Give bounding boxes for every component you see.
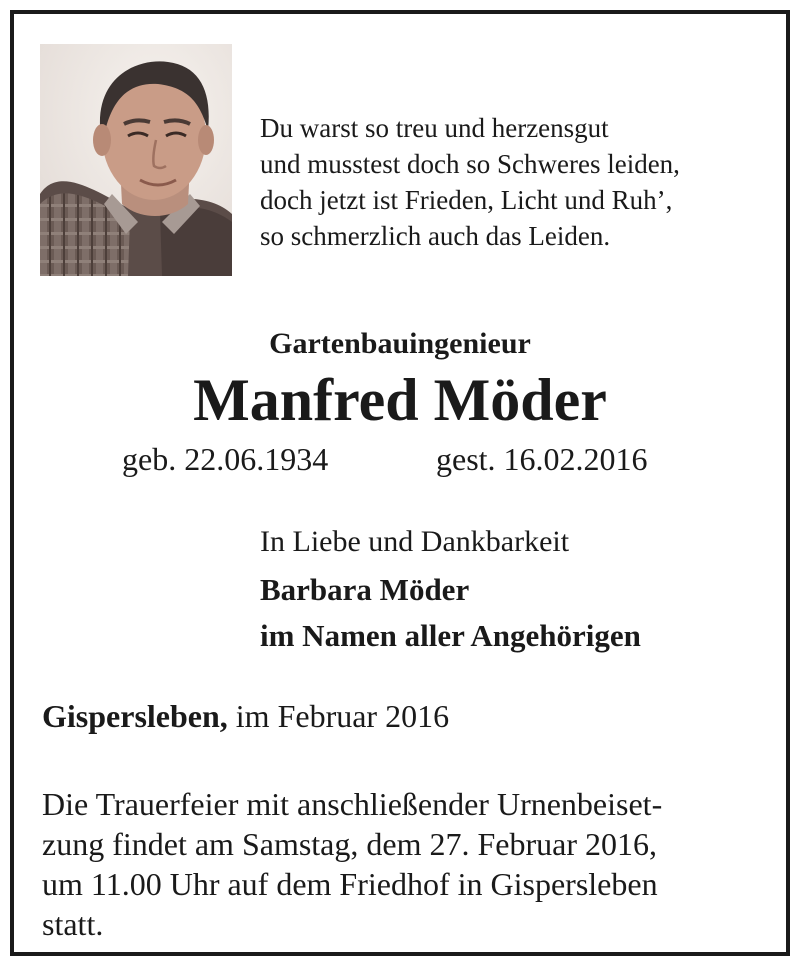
notice-date: im Februar 2016 [235, 698, 450, 734]
deceased-name: Manfred Möder [193, 367, 607, 433]
ceremony-info [42, 784, 772, 944]
mourner-name: Barbara Möder [260, 572, 470, 607]
poem-line: doch jetzt ist Frieden, Licht und Ruh’, [260, 185, 673, 215]
ceremony-line: Die Trauerfeier mit anschließender Urnenbeiset- [42, 786, 663, 822]
memorial-poem [260, 110, 680, 254]
portrait-photo [40, 44, 232, 276]
ceremony-line: um 11.00 Uhr auf dem Friedhof in Gispersleben [42, 866, 658, 902]
poem-line: Du warst so treu und herzensgut [260, 113, 609, 143]
place-name: Gispersleben, [42, 698, 228, 734]
poem-line: so schmerzlich auch das Leiden. [260, 221, 611, 251]
poem-line: und musstest doch so Schweres leiden, [260, 149, 680, 179]
birth-date: geb. 22.06.1934 [122, 441, 329, 477]
ceremony-line: zung findet am Samstag, dem 27. Februar 2016, [42, 826, 657, 862]
ceremony-line: statt. [42, 906, 104, 942]
death-date: gest. 16.02.2016 [436, 441, 648, 477]
obituary-notice [10, 10, 790, 956]
place-date-line [42, 696, 449, 736]
family-line: im Namen aller Angehörigen [260, 618, 641, 653]
gratitude-line: In Liebe und Dankbarkeit [260, 525, 570, 558]
profession-title: Gartenbauingenieur [269, 327, 531, 360]
